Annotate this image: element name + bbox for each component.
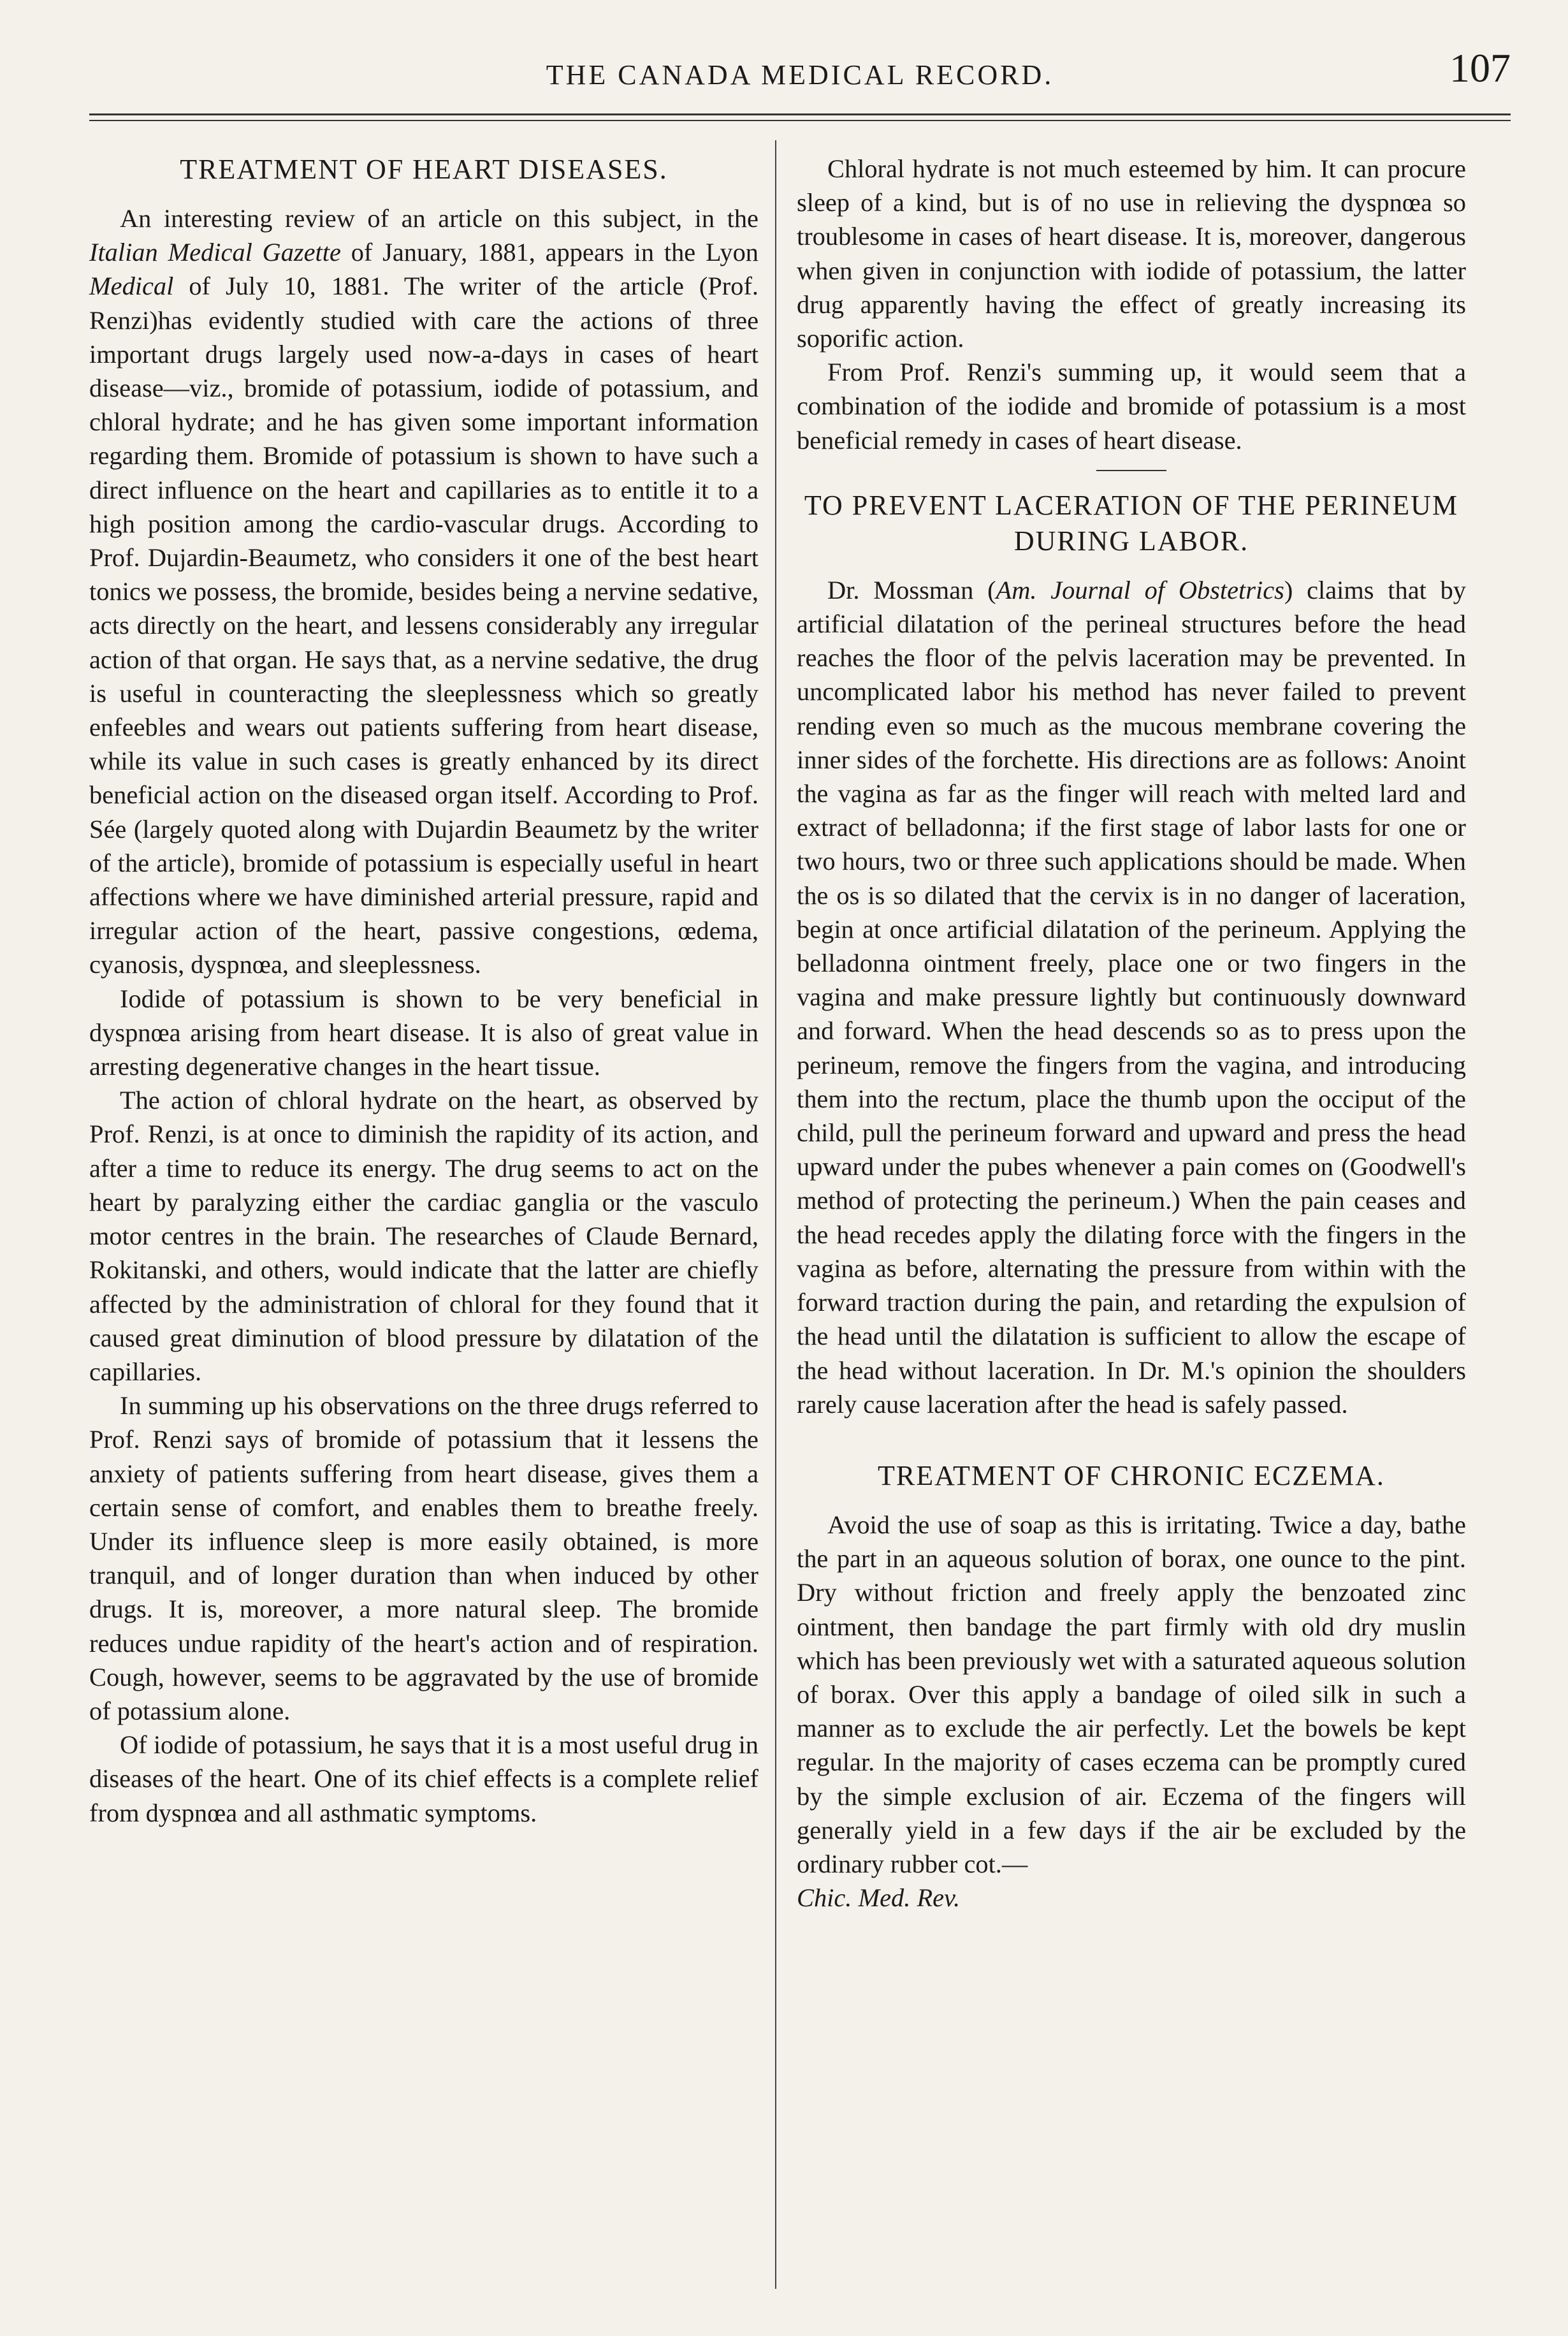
paragraph: From Prof. Renzi's summing up, it would seem that a combination of the iodide and bromide of potassium is a most beneficial remedy in cases of heart disease.: [797, 358, 1466, 455]
page-number: 107: [1449, 45, 1511, 91]
header-rule: [89, 113, 1511, 115]
paragraph: Iodide of potassium is shown to be very beneficial in dyspnœa arising from heart disease. It is also of great value in arresting degenerative changes in the heart tissue.: [89, 984, 759, 1081]
paragraph: Avoid the use of soap as this is irritating. Twice a day, bathe the part in an aqueous solution of borax, one ounce to the pint. Dry without friction and freely apply the benzoated zinc ointment, then bandage the part firmly with old dry muslin which has been previously wet with a saturated aqueous solution of borax. Over this apply a bandage of oiled silk in such a manner as to exclude the air perfectly. Let the bowels be kept regular. In the majority of cases eczema can be promptly cured by the simple exclusion of air. Eczema of the fingers will generally yield in a few days if the air be excluded by the ordinary rubber cot.— Chic. Med. Rev.: [797, 1510, 1466, 1913]
citation: Chic. Med. Rev.: [797, 1883, 961, 1913]
paragraph: Chloral hydrate is not much esteemed by him. It can procure sleep of a kind, but is of no use in relieving the dyspnœa so troublesome in cases of heart disease. It is, moreover, dangerous when given in conjunction with iodide of potassium, the latter drug apparently having the effect of greatly increasing its soporific action.: [797, 154, 1466, 353]
section-rule: [1096, 470, 1166, 471]
left-column: [89, 152, 759, 1830]
section-gap: [797, 1421, 1466, 1458]
header-rule-thin: [89, 120, 1511, 121]
article-title-perineum: TO PREVENT LACERATION OF THE PERINEUM DURING LABOR.: [804, 489, 1459, 557]
article-title-heart-diseases: TREATMENT OF HEART DISEASES.: [180, 154, 668, 185]
right-column: [797, 152, 1466, 1915]
article-title-eczema: TREATMENT OF CHRONIC ECZEMA.: [878, 1459, 1385, 1491]
paragraph: The action of chloral hydrate on the heart, as observed by Prof. Renzi, is at once to diminish the rapidity of its action, and after a time to reduce its energy. The drug seems to act on the heart by paralyzing either the cardiac ganglia or the vasculo motor centres in the brain. The researches of Claude Bernard, Rokitanski, and others, would indicate that the latter are chiefly affected by the administration of chloral for they found that it caused great diminution of blood pressure by dilatation of the capillaries.: [89, 1086, 759, 1386]
paragraph: In summing up his observations on the three drugs referred to Prof. Renzi says of bromide of potassium that it lessens the anxiety of patients suffering from heart disease, gives them a certain sense of comfort, and enables them to breathe freely. Under its influence sleep is more easily obtained, is more tranquil, and of longer duration than when induced by other drugs. It is, moreover, a more natural sleep. The bromide reduces undue rapidity of the heart's action and of respiration. Cough, however, seems to be aggravated by the use of bromide of potassium alone.: [89, 1391, 759, 1725]
page-header: [89, 45, 1511, 102]
paragraph: Of iodide of potassium, he says that it is a most useful drug in diseases of the heart. One of its chief effects is a complete relief from dyspnœa and all asthmatic symptoms.: [89, 1730, 759, 1827]
column-divider: [775, 140, 776, 2289]
paragraph: Dr. Mossman (Am. Journal of Obstetrics) claims that by artificial dilatation of the perineal structures before the head reaches the floor of the pelvis laceration may be prevented. In uncomplicated labor his method has never failed to prevent rending even so much as the mucous membrane covering the inner sides of the forchette. His directions are as follows: Anoint the vagina as far as the finger will reach with melted lard and extract of belladonna; if the first stage of labor lasts for one or two hours, two or three such applications should be made. When the os is so dilated that the cervix is in no danger of laceration, begin at once artificial dilatation of the perineum. Applying the belladonna ointment freely, place one or two fingers in the vagina and make pressure lightly but continuously downward and forward. When the head descends so as to press upon the perineum, remove the fingers from the vagina, and introducing them into the rectum, place the thumb upon the occiput of the child, pull the perineum forward and upward and press the head upward under the pubes whenever a pain comes on (Goodwell's method of protecting the perineum.) When the pain ceases and the head recedes apply the dilating force with the fingers in the vagina as before, alternating the pressure from within with the forward traction during the pain, and retarding the expulsion of the head until the dilatation is sufficient to allow the escape of the head without laceration. In Dr. M.'s opinion the shoulders rarely cause laceration after the head is safely passed.: [797, 575, 1466, 1419]
paragraph: An interesting review of an article on this subject, in the Italian Medical Gazette of January, 1881, appears in the Lyon Medical of July 10, 1881. The writer of the article (Prof. Renzi)has evidently studied with care the actions of three important drugs largely used now-a-days in cases of heart disease—viz., bromide of potassium, iodide of potassium, and chloral hydrate; and he has given some important information regarding them. Bromide of potassium is shown to have such a direct influence on the heart and capillaries as to entitle it to a high position among the cardio-vascular drugs. According to Prof. Dujardin-Beaumetz, who considers it one of the best heart tonics we possess, the bromide, besides being a nervine sedative, acts directly on the heart, and lessens considerably any irregular action of that organ. He says that, as a nervine sedative, the drug is useful in counteracting the sleeplessness which so greatly enfeebles and wears out patients suffering from heart disease, while its value in such cases is greatly enhanced by its direct beneficial action on the diseased organ itself. According to Prof. Sée (largely quoted along with Dujardin Beaumetz by the writer of the article), bromide of potassium is especially useful in heart affections where we have diminished arterial pressure, rapid and irregular action of the heart, passive congestions, œdema, cyanosis, dyspnœa, and sleeplessness.: [89, 204, 759, 979]
running-title: THE CANADA MEDICAL RECORD.: [546, 59, 1054, 91]
